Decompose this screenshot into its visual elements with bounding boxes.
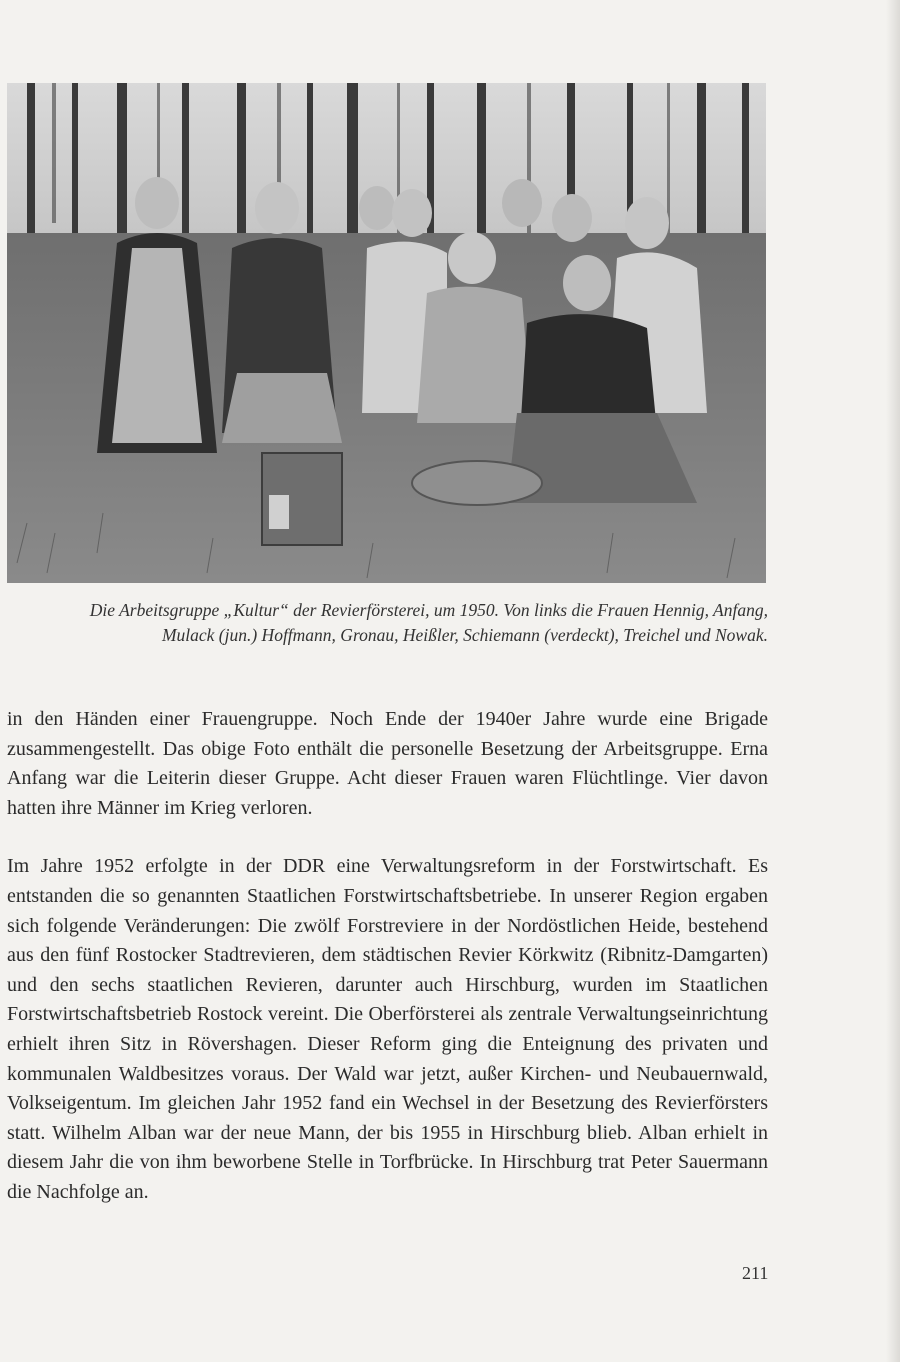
caption-line-1: Die Arbeitsgruppe „Kultur“ der Revierförsterei, um 1950. Von links die Frauen Hennig, Anfang, <box>89 600 768 620</box>
group-photo <box>7 83 766 583</box>
body-text <box>7 705 768 1237</box>
figure-caption <box>40 598 768 648</box>
paragraph-2: Im Jahre 1952 erfolgte in der DDR eine Verwaltungsreform in der Forstwirtschaft. Es entstanden die so genannten Staatlichen Forstwirtschaftsbetriebe. In unserer Region ergaben sich folgende Veränderungen: Die zwölf Forstreviere in der Nordöstlichen Heide, bestehend aus den fünf Rostocker Stadtrevieren, dem städtischen Revier Körkwitz (Ribnitz-Damgarten) und den sechs staatlichen Revieren, darunter auch Hirschburg, wurden im Staatlichen Forstwirtschaftsbetrieb Rostock vereint. Die Oberförsterei als zentrale Verwaltungseinrichtung erhielt ihren Sitz in Rövershagen. Dieser Reform ging die Enteignung des privaten und kommunalen Waldbesitzes voraus. Der Wald war jetzt, außer Kirchen- und Neubauernwald, Volkseigentum. Im gleichen Jahr 1952 fand ein Wechsel in der Besetzung des Revierförsters statt. Wilhelm Alban war der neue Mann, der bis 1955 in Hirschburg blieb. Alban erhielt in diesem Jahr die von ihm beworbene Stelle in Torfbrücke. In Hirschburg trat Peter Sauermann die Nachfolge an. <box>7 855 768 1203</box>
caption-line-2: Mulack (jun.) Hoffmann, Gronau, Heißler, Schiemann (verdeckt), Treichel und Nowak. <box>161 625 768 645</box>
page-edge <box>886 0 900 1362</box>
paragraph-1: in den Händen einer Frauengruppe. Noch Ende der 1940er Jahre wurde eine Brigade zusammengestellt. Das obige Foto enthält die personelle Besetzung der Arbeitsgruppe. Erna Anfang war die Leiterin dieser Gruppe. Acht dieser Frauen waren Flüchtlinge. Vier davon hatten ihre Männer im Krieg verloren. <box>7 708 768 819</box>
photo-illustration <box>7 83 766 583</box>
page-number: 211 <box>742 1263 769 1283</box>
